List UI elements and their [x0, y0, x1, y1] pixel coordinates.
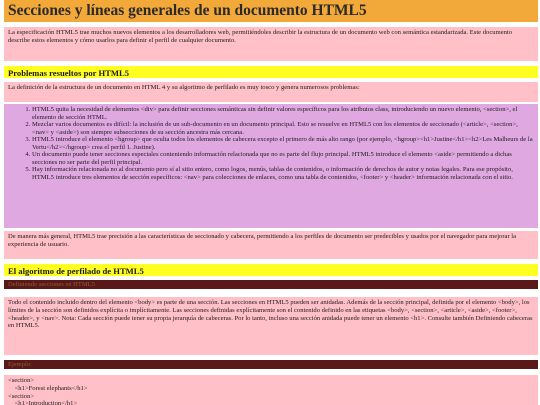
- section1-paragraph: La definición de la estructura de un documento en HTML 4 y su algoritmo de perfilado es muy tosco y genera numerosos problemas:: [4, 82, 538, 102]
- list-item: 1. HTML5 quita la necesidad de elementos <div> para definir secciones semánticas sin definir valores específicos para los atributos class, introduciendo un nuevo elemento, <section>, el elemento de sección HTML.: [32, 106, 534, 121]
- intro-paragraph: La especificación HTML5 trae muchos nuevos elementos a los desarrolladores web, permitiéndoles describir la estructura de un documento web con semántica estandarizada. Este documento describe estos elementos y cómo usarlos para definir el perfil de cualquier documento.: [4, 27, 538, 61]
- code-line: <section>: [8, 377, 35, 384]
- page-title: Secciones y líneas generales de un documento HTML5: [4, 0, 538, 22]
- list-item: 2. Mezclar varios documentos es difícil: la inclusión de un sub-documento en un documento principal. Esto se resuelve en HTML5 con los elementos de seccionado (<article>, <section>, <nav> y <aside>) son siempre subsecciones de su sección ancestra más cercana.: [32, 121, 534, 136]
- section1-heading: Problemas resueltos por HTML5: [4, 66, 538, 78]
- problems-list: [4, 104, 538, 228]
- list-item: 5. Hay información relacionada no al documento pero sí al sitio entero, como logos, menús, tablas de contenidos, o información de derechos de autor y notas legales. Para ese propósito, HTML5 introduce tres elementos de sección específicos: <nav> para colecciones de enlaces, como una tabla de contenidos, <footer> y <header> información relacionada con el sitio.: [32, 166, 534, 181]
- example-label: Ejemplo:: [4, 360, 538, 369]
- section2-heading: El algoritmo de perfilado de HTML5: [4, 264, 538, 276]
- code-line: <h1>Forest elephants</h1>: [8, 384, 88, 392]
- list-item: 4. Un documento puede tener secciones especiales conteniendo información relacionada que no es parte del flujo principal. HTML5 introduce el elemento <aside> permitiendo a dichas secciones no ser parte del perfil principal.: [32, 151, 534, 166]
- section2-subheading: Definiendo secciones en HTML5: [4, 280, 538, 289]
- section1-closing: De manera más general, HTML5 trae precisión a las características de seccionado y cabecera, permitiendo a los perfiles de documento ser predecibles y usados por el navegador para mejorar la experiencia de usuario.: [4, 231, 538, 259]
- list-item: 3. HTML5 introduce el elemento <hgroup> que oculta todos los elementos de cabecera excepto el primero de más alto rango (por ejemplo, <hgroup><h1>Justine</h1><h2>Les Malheurs de la Vertu</h2></hgroup> crea el perfil 1. Justine).: [32, 136, 534, 151]
- section2-paragraph: Todo el contenido incluido dentro del elemento <body> es parte de una sección. Las secciones en HTML5 pueden ser anidadas. Además de la sección principal, definida por el elemento <body>, los límites de la sección son definidos explícita o implícitamente. Las secciones definidas explícitamente son el contenido definido en las etiquetas <body>, <section>, <article>, <aside>, <footer>, <header>, y <nav>. Nota: Cada sección puede tener su propia jerarquía de cabeceras. Por lo tanto, incluso una sección anidada puede tener un elemento <h1>. Consulte también Definiendo cabeceras en HTML5.: [4, 297, 538, 355]
- code-example: [4, 375, 538, 405]
- code-line: <section>: [8, 392, 35, 400]
- code-line: <h1>Introduction</h1>: [8, 400, 78, 405]
